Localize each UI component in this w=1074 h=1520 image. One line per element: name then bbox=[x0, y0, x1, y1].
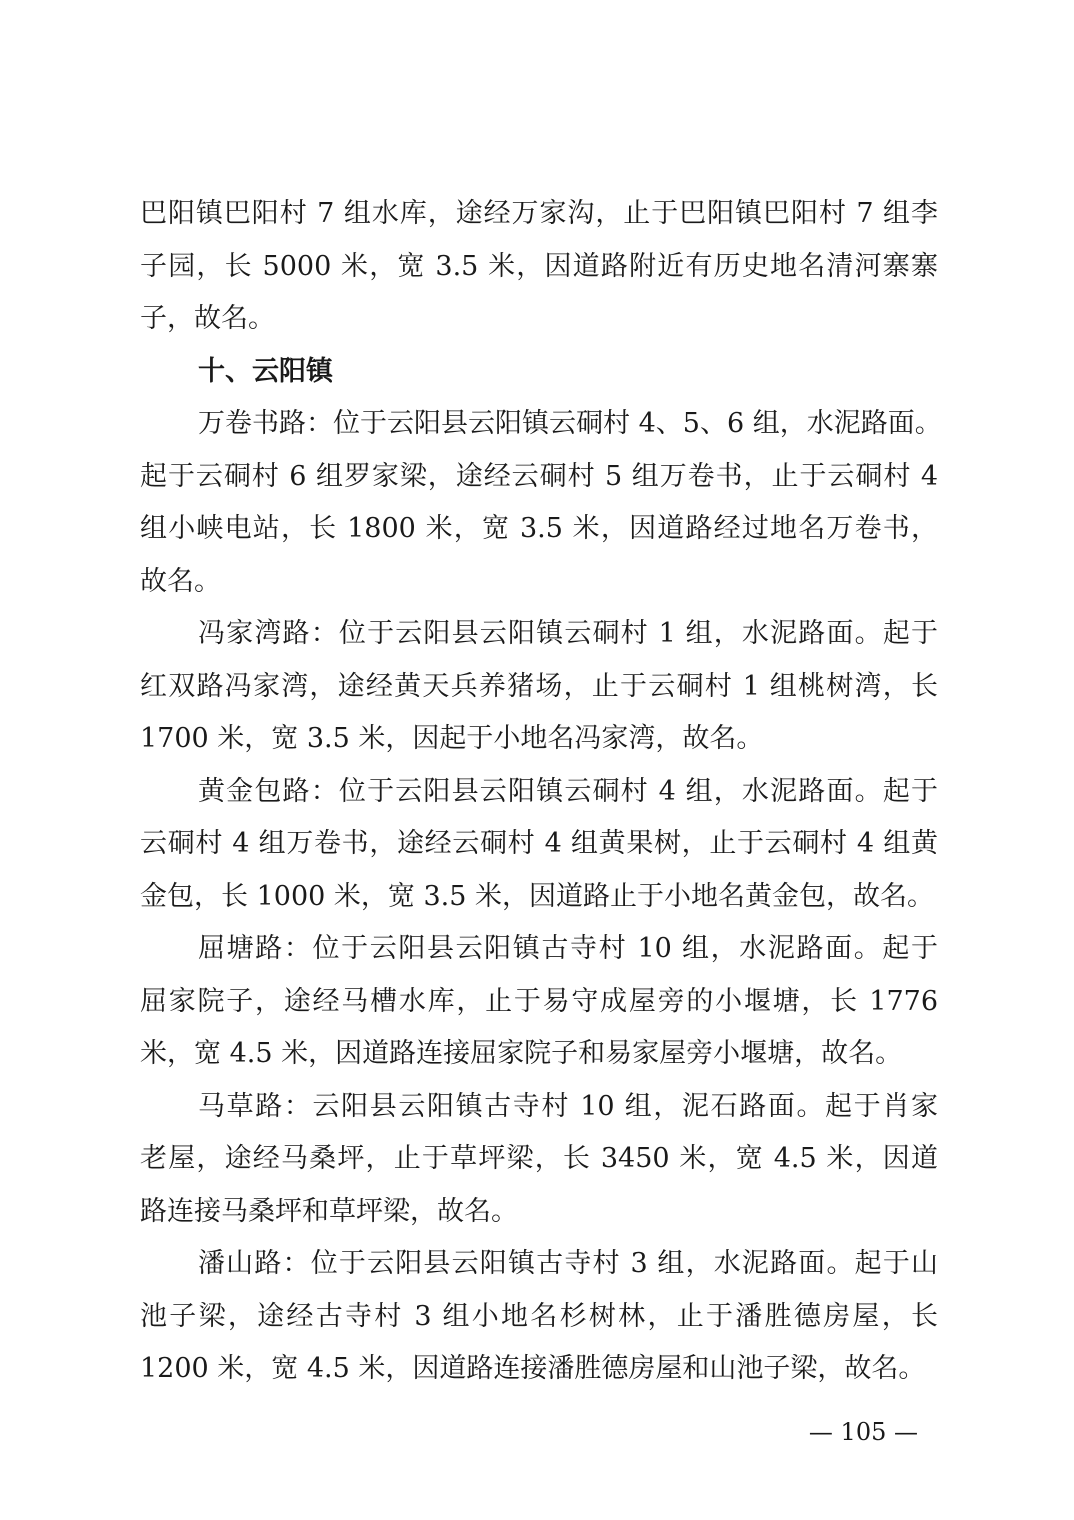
text-line: 子，故名。 bbox=[140, 303, 275, 334]
text-line: 1200 米，宽 4.5 米，因道路连接潘胜德房屋和山池子梁，故名。 bbox=[140, 1353, 926, 1384]
text-line: 子园，长 5000 米，宽 3.5 米，因道路附近有历史地名清河寨寨 bbox=[140, 250, 938, 282]
text-line: 老屋，途经马桑坪，止于草坪梁，长 3450 米，宽 4.5 米，因道 bbox=[140, 1143, 938, 1174]
text-line: 黄金包路：位于云阳县云阳镇云硐村 4 组，水泥路面。起于 bbox=[198, 775, 938, 807]
road-entry-macao bbox=[140, 1081, 938, 1239]
text-line: 故名。 bbox=[140, 565, 221, 597]
text-line: 路连接马桑坪和草坪梁，故名。 bbox=[140, 1195, 518, 1227]
text-line: 屈塘路：位于云阳县云阳镇古寺村 10 组，水泥路面。起于 bbox=[198, 933, 938, 964]
page-number: — 105 — bbox=[808, 1418, 918, 1446]
text-line: 马草路：云阳县云阳镇古寺村 10 组，泥石路面。起于肖家 bbox=[198, 1090, 938, 1122]
text-line: 红双路冯家湾，途经黄天兵养猪场，止于云硐村 1 组桃树湾，长 bbox=[140, 670, 938, 702]
text-line: 冯家湾路：位于云阳县云阳镇云硐村 1 组，水泥路面。起于 bbox=[198, 618, 938, 649]
road-entry-qutang bbox=[140, 923, 938, 1081]
text-line: 1700 米，宽 3.5 米，因起于小地名冯家湾，故名。 bbox=[140, 723, 764, 754]
text-line: 金包，长 1000 米，宽 3.5 米，因道路止于小地名黄金包，故名。 bbox=[140, 880, 934, 912]
road-entry-wanjuanshu bbox=[140, 398, 942, 608]
paragraph-continuation bbox=[140, 188, 938, 346]
text-line: 万卷书路：位于云阳县云阳镇云硐村 4、5、6 组，水泥路面。 bbox=[198, 408, 942, 439]
text-line: 起于云硐村 6 组罗家梁，途经云硐村 5 组万卷书，止于云硐村 4 bbox=[140, 460, 938, 492]
road-entry-huangjinbao bbox=[140, 766, 938, 924]
heading-text: 十、云阳镇 bbox=[198, 355, 333, 387]
road-entry-fengjiawan bbox=[140, 608, 938, 766]
section-heading bbox=[140, 346, 938, 399]
text-line: 米，宽 4.5 米，因道路连接屈家院子和易家屋旁小堰塘，故名。 bbox=[140, 1038, 903, 1069]
document-body bbox=[140, 188, 942, 1396]
text-line: 巴阳镇巴阳村 7 组水库，途经万家沟，止于巴阳镇巴阳村 7 组李 bbox=[140, 198, 938, 229]
text-line: 屈家院子，途经马槽水库，止于易守成屋旁的小堰塘，长 1776 bbox=[140, 985, 938, 1017]
road-entry-panshan bbox=[140, 1238, 938, 1396]
text-line: 潘山路：位于云阳县云阳镇古寺村 3 组，水泥路面。起于山 bbox=[198, 1248, 938, 1279]
text-line: 云硐村 4 组万卷书，途经云硐村 4 组黄果树，止于云硐村 4 组黄 bbox=[140, 828, 938, 859]
text-line: 池子梁，途经古寺村 3 组小地名杉树林，止于潘胜德房屋，长 bbox=[140, 1300, 938, 1332]
text-line: 组小峡电站，长 1800 米，宽 3.5 米，因道路经过地名万卷书， bbox=[140, 513, 938, 544]
